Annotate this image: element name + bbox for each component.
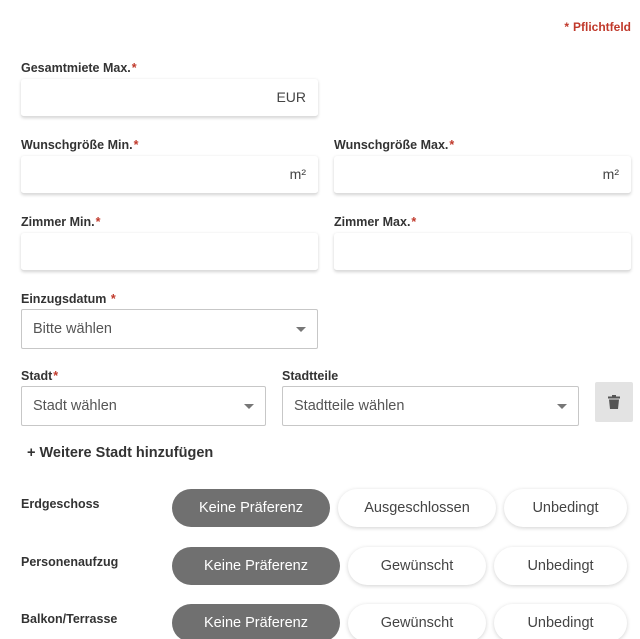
- currency-suffix: EUR: [276, 89, 306, 105]
- stadt-label: Stadt*: [21, 369, 59, 383]
- erdgeschoss-option-unbedingt[interactable]: Unbedingt: [504, 489, 627, 527]
- balkon-label: Balkon/Terrasse: [21, 612, 118, 626]
- wunschgroesse-max-label: Wunschgröße Max.*: [334, 138, 455, 152]
- gesamtmiete-max-input[interactable]: [21, 79, 318, 117]
- balkon-option-keine-praeferenz[interactable]: Keine Präferenz: [172, 604, 340, 639]
- personenaufzug-option-keine-praeferenz[interactable]: Keine Präferenz: [172, 547, 340, 585]
- stadtteile-select[interactable]: Stadtteile wählen: [282, 386, 579, 426]
- erdgeschoss-label: Erdgeschoss: [21, 497, 100, 511]
- chevron-down-icon: [296, 327, 306, 332]
- chevron-down-icon: [244, 404, 254, 409]
- balkon-option-unbedingt[interactable]: Unbedingt: [494, 604, 627, 639]
- erdgeschoss-option-keine-praeferenz[interactable]: Keine Präferenz: [172, 489, 330, 527]
- area-suffix: m²: [602, 166, 619, 182]
- add-city-link[interactable]: + Weitere Stadt hinzufügen: [27, 445, 214, 461]
- remove-city-button[interactable]: [595, 382, 633, 422]
- zimmer-min-input[interactable]: [21, 233, 318, 271]
- erdgeschoss-option-ausgeschlossen[interactable]: Ausgeschlossen: [338, 489, 496, 527]
- wunschgroesse-min-input[interactable]: [21, 156, 318, 194]
- einzugsdatum-select[interactable]: Bitte wählen: [21, 309, 318, 349]
- required-note: * Pflichtfeld: [564, 20, 631, 34]
- chevron-down-icon: [557, 404, 567, 409]
- wunschgroesse-min-label: Wunschgröße Min.*: [21, 138, 139, 152]
- balkon-option-gewuenscht[interactable]: Gewünscht: [348, 604, 486, 639]
- zimmer-min-label: Zimmer Min.*: [21, 215, 101, 229]
- personenaufzug-option-unbedingt[interactable]: Unbedingt: [494, 547, 627, 585]
- zimmer-max-input[interactable]: [334, 233, 631, 271]
- stadtteile-label: Stadtteile: [282, 369, 339, 383]
- personenaufzug-option-gewuenscht[interactable]: Gewünscht: [348, 547, 486, 585]
- trash-icon: [608, 395, 620, 409]
- personenaufzug-label: Personenaufzug: [21, 555, 119, 569]
- stadt-select[interactable]: Stadt wählen: [21, 386, 266, 426]
- einzugsdatum-label: Einzugsdatum *: [21, 292, 116, 306]
- zimmer-max-label: Zimmer Max.*: [334, 215, 417, 229]
- wunschgroesse-max-input[interactable]: [334, 156, 631, 194]
- area-suffix: m²: [289, 166, 306, 182]
- gesamtmiete-max-label: Gesamtmiete Max.*: [21, 61, 137, 75]
